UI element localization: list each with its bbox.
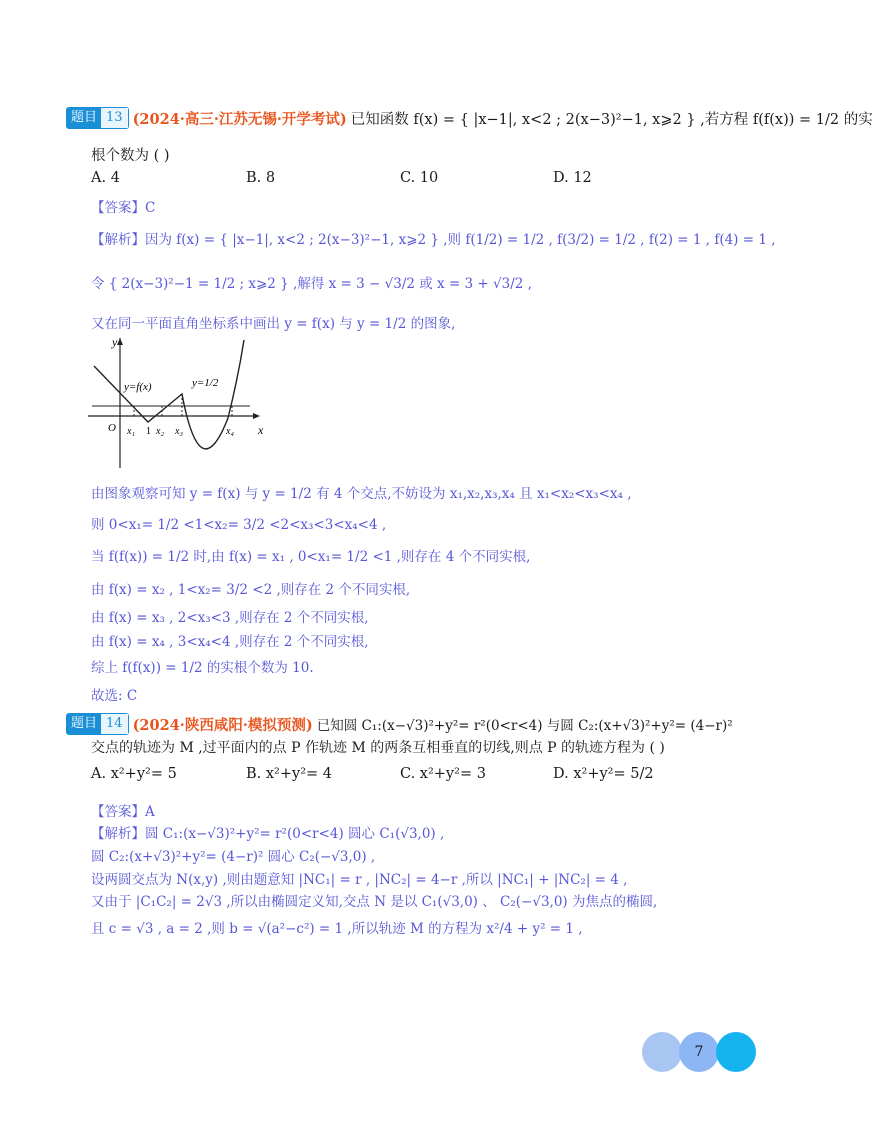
- badge-label: 题目: [67, 714, 101, 734]
- y-label: y: [112, 335, 118, 349]
- question-stem: 已知圆 C₁:(x−√3)²+y²= r²(0<r<4) 与圆 C₂:(x+√3)²+y²= (4−r)²: [316, 718, 733, 734]
- option-c[interactable]: C. 10: [400, 170, 439, 186]
- analysis-line: 当 f(f(x)) = 1/2 时,由 f(x) = x₁ , 0<x₁= 1/2 <1 ,则存在 4 个不同实根,: [91, 549, 531, 565]
- analysis-line: 则 0<x₁= 1/2 <1<x₂= 3/2 <2<x₃<3<x₄<4 ,: [91, 517, 387, 533]
- analysis-line: 又由于 |C₁C₂| = 2√3 ,所以由椭圆定义知,交点 N 是以 C₁(√3,0) 、 C₂(−√3,0) 为焦点的椭圆,: [91, 894, 658, 910]
- tick-label: 1: [146, 426, 151, 437]
- function-graph: [80, 335, 280, 470]
- analysis-line: 由 f(x) = x₃ , 2<x₃<3 ,则存在 2 个不同实根,: [91, 610, 369, 626]
- analysis-line: 圆 C₂:(x+√3)²+y²= (4−r)² 圆心 C₂(−√3,0) ,: [91, 849, 376, 865]
- option-d[interactable]: D. 12: [553, 170, 592, 186]
- option-c[interactable]: C. x²+y²= 3: [400, 766, 486, 782]
- half-label: y=1/2: [192, 377, 219, 389]
- analysis-line: 综上 f(f(x)) = 1/2 的实根个数为 10.: [91, 660, 314, 676]
- question-badge: [66, 107, 129, 129]
- tick-label: x₂: [156, 426, 164, 437]
- option-a[interactable]: A. 4: [91, 170, 120, 186]
- analysis-line: 【解析】圆 C₁:(x−√3)²+y²= r²(0<r<4) 圆心 C₁(√3,0) ,: [91, 826, 445, 842]
- analysis-line: 又在同一平面直角坐标系中画出 y = f(x) 与 y = 1/2 的图象,: [91, 316, 456, 332]
- analysis-line: 【解析】因为 f(x) = { |x−1|, x<2 ; 2(x−3)²−1, x⩾2 } ,则 f(1/2) = 1/2 , f(3/2) = 1/2 , f(2) = 1 , f(4) = 1 ,: [91, 232, 776, 248]
- option-b[interactable]: B. 8: [246, 170, 276, 186]
- tick-label: x₁: [127, 426, 135, 437]
- fx-label: y=f(x): [124, 381, 152, 393]
- option-a[interactable]: A. x²+y²= 5: [91, 766, 177, 782]
- tick-label: x₄: [226, 426, 234, 437]
- badge-number: 14: [101, 714, 128, 734]
- origin-label: O: [108, 422, 116, 434]
- question-source: (2024·陕西咸阳·模拟预测): [132, 716, 313, 734]
- question-stem-cont: 交点的轨迹为 M ,过平面内的点 P 作轨迹 M 的两条互相垂直的切线,则点 P 的轨迹方程为 ( ): [91, 740, 665, 756]
- tick-label: x₃: [175, 426, 183, 437]
- y-axis-arrow: [117, 338, 123, 345]
- analysis-line: 由 f(x) = x₄ , 3<x₄<4 ,则存在 2 个不同实根,: [91, 634, 369, 650]
- analysis-line: 故选: C: [91, 688, 138, 704]
- x-axis-arrow: [253, 413, 260, 419]
- option-b[interactable]: B. x²+y²= 4: [246, 766, 333, 782]
- decor-circle: [642, 1032, 682, 1072]
- badge-label: 题目: [67, 108, 101, 128]
- answer-line: 【答案】C: [91, 200, 156, 216]
- option-d[interactable]: D. x²+y²= 5/2: [553, 766, 654, 782]
- question-badge: [66, 713, 129, 735]
- analysis-line: 令 { 2(x−3)²−1 = 1/2 ; x⩾2 } ,解得 x = 3 − √3/2 或 x = 3 + √3/2 ,: [91, 276, 532, 292]
- analysis-line: 设两圆交点为 N(x,y) ,则由题意知 |NC₁| = r , |NC₂| = 4−r ,所以 |NC₁| + |NC₂| = 4 ,: [91, 872, 628, 888]
- question-14-header: [66, 713, 733, 735]
- page-number: 7: [694, 1044, 704, 1060]
- x-label: x: [258, 423, 264, 437]
- fx-curve: [94, 340, 244, 449]
- badge-number: 13: [101, 108, 128, 128]
- question-stem: 已知函数 f(x) = { |x−1|, x<2 ; 2(x−3)²−1, x⩾2 } ,若方程 f(f(x)) = 1/2 的实: [350, 111, 873, 128]
- decor-circle: [716, 1032, 756, 1072]
- analysis-line: 且 c = √3 , a = 2 ,则 b = √(a²−c²) = 1 ,所以轨迹 M 的方程为 x²/4 + y² = 1 ,: [91, 921, 583, 937]
- question-source: (2024·高三·江苏无锡·开学考试): [132, 110, 347, 128]
- analysis-line: 由图象观察可知 y = f(x) 与 y = 1/2 有 4 个交点,不妨设为 x₁,x₂,x₃,x₄ 且 x₁<x₂<x₃<x₄ ,: [91, 486, 632, 502]
- question-stem-cont: 根个数为 ( ): [91, 148, 170, 164]
- question-13-header: [66, 107, 873, 129]
- page-number-badge: [640, 1030, 760, 1074]
- analysis-line: 由 f(x) = x₂ , 1<x₂= 3/2 <2 ,则存在 2 个不同实根,: [91, 582, 411, 598]
- answer-line: 【答案】A: [91, 804, 155, 820]
